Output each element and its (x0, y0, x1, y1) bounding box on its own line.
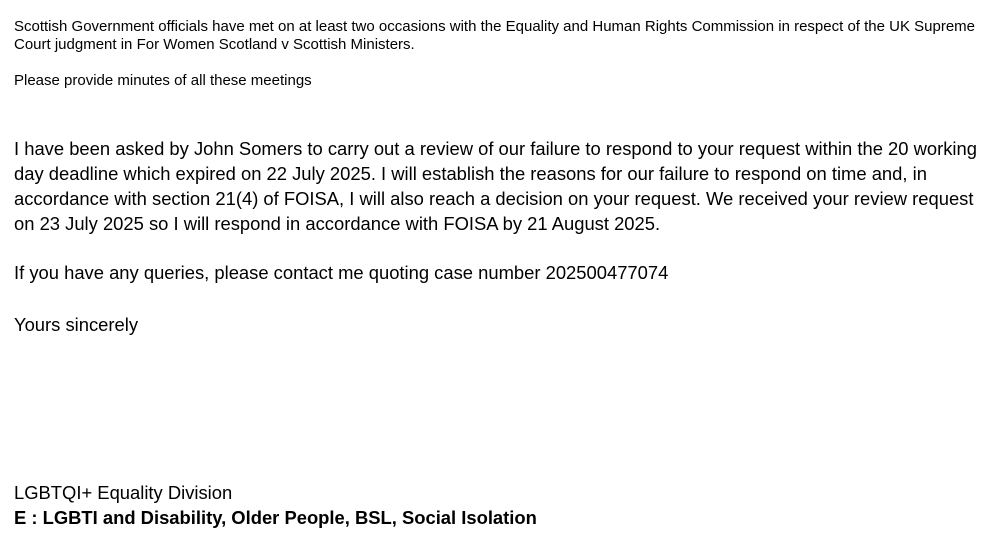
email-line: E : LGBTI and Disability, Older People, BSL, Social Isolation (14, 507, 537, 528)
letter-page (14, 0, 995, 337)
response-body-paragraph: I have been asked by John Somers to carry out a review of our failure to respond to your request within the 20 working day deadline which expired on 22 July 2025. I will establish the reasons for our failure to respond on time and, in accordance with section 21(4) of FOISA, I will also reach a decision on your request. We received your review request on 23 July 2025 so I will respond in accordance with FOISA by 21 August 2025. (14, 138, 977, 234)
signature-block (14, 480, 537, 530)
division-name: LGBTQI+ Equality Division (14, 482, 233, 503)
request-paragraph: Scottish Government officials have met on at least two occasions with the Equality and Human Rights Commission in respect of the UK Supreme Court judgment in For Women Scotland v Scottish Ministers. (14, 18, 976, 53)
queries-paragraph: If you have any queries, please contact me quoting case number 202500477074 (14, 262, 669, 283)
request-quote (14, 18, 995, 90)
request-paragraph: Please provide minutes of all these meetings (14, 72, 312, 89)
response-section (14, 136, 995, 337)
sign-off: Yours sincerely (14, 314, 139, 335)
